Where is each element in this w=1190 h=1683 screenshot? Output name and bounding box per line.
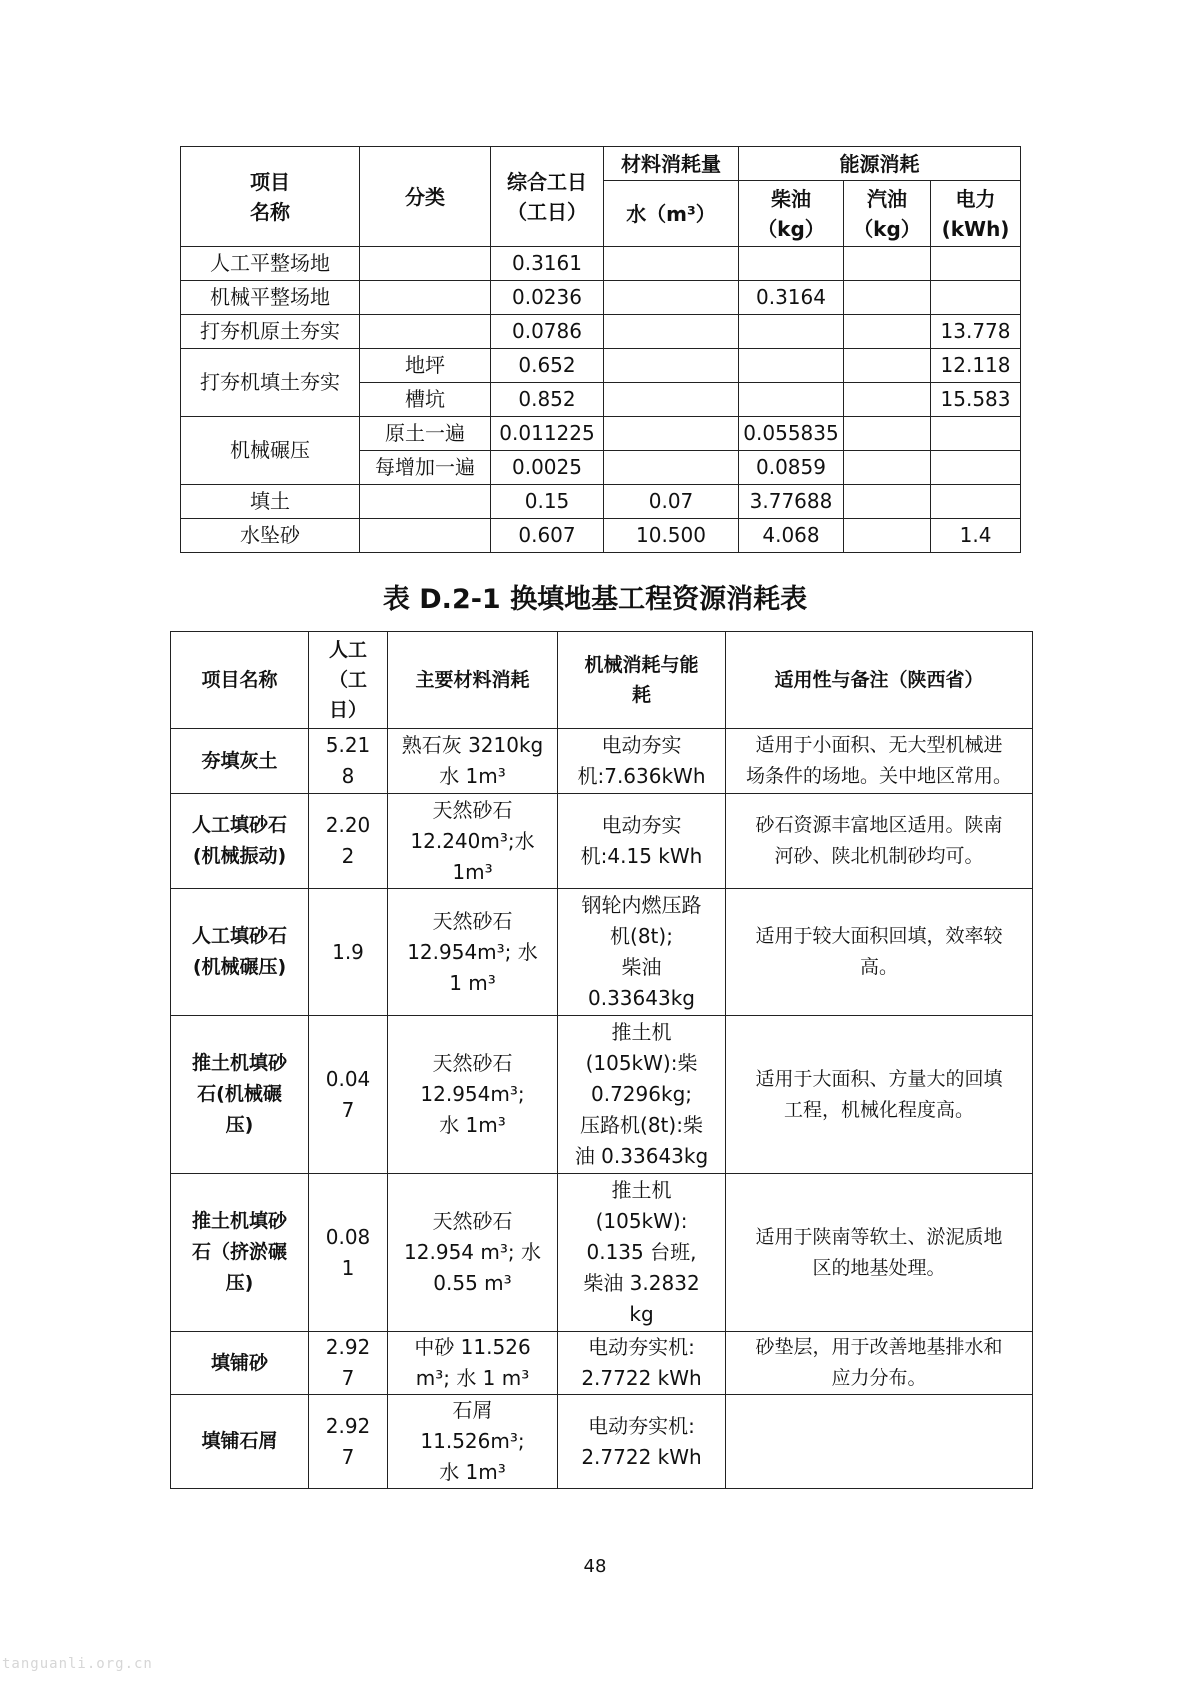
header-applicability-note: 适用性与备注（陕西省） [726, 632, 1033, 729]
row-gasoline [844, 281, 931, 315]
row-diesel: 0.3164 [739, 281, 844, 315]
header-main-material: 主要材料消耗 [388, 632, 558, 729]
table-row [171, 1395, 1033, 1489]
header-labor: 综合工日 （工日） [491, 147, 604, 247]
row-labor: 2.20 2 [309, 794, 388, 889]
row-category: 槽坑 [360, 383, 491, 417]
row-note: 适用于小面积、无大型机械进 场条件的场地。关中地区常用。 [726, 729, 1033, 794]
row-labor: 0.0236 [491, 281, 604, 315]
row-electricity: 13.778 [931, 315, 1021, 349]
row-project-name: 夯填灰土 [171, 729, 309, 794]
row-water [604, 315, 739, 349]
row-material: 石屑 11.526m³; 水 1m³ [388, 1395, 558, 1489]
row-electricity: 1.4 [931, 519, 1021, 553]
row-category: 每增加一遍 [360, 451, 491, 485]
row-labor: 0.0786 [491, 315, 604, 349]
row-machine: 电动夯实 机:4.15 kWh [558, 794, 726, 889]
row-gasoline [844, 519, 931, 553]
row-name: 人工平整场地 [181, 247, 360, 281]
table-row [171, 1174, 1033, 1332]
table-row [171, 794, 1033, 889]
row-note: 砂石资源丰富地区适用。陕南 河砂、陕北机制砂均可。 [726, 794, 1033, 889]
row-electricity [931, 417, 1021, 451]
row-diesel [739, 315, 844, 349]
header-electricity: 电力 (kWh) [931, 181, 1021, 247]
row-labor: 0.652 [491, 349, 604, 383]
row-project-name: 填铺石屑 [171, 1395, 309, 1489]
row-category [360, 315, 491, 349]
row-labor: 0.04 7 [309, 1016, 388, 1174]
row-note: 适用于陕南等软土、淤泥质地 区的地基处理。 [726, 1174, 1033, 1332]
table-row [181, 519, 1021, 553]
table-caption: 表 D.2-1 换填地基工程资源消耗表 [382, 584, 808, 615]
row-name: 打夯机原土夯实 [181, 315, 360, 349]
row-project-name: 人工填砂石 (机械振动) [171, 794, 309, 889]
row-machine: 推土机 (105kW): 0.135 台班, 柴油 3.2832 kg [558, 1174, 726, 1332]
row-electricity [931, 451, 1021, 485]
row-gasoline [844, 417, 931, 451]
row-labor: 2.92 7 [309, 1395, 388, 1489]
row-water [604, 281, 739, 315]
row-diesel: 0.055835 [739, 417, 844, 451]
row-material: 天然砂石 12.240m³;水 1m³ [388, 794, 558, 889]
table-row [181, 281, 1021, 315]
row-diesel [739, 247, 844, 281]
header-labor: 人工 （工 日） [309, 632, 388, 729]
table-row [171, 889, 1033, 1016]
row-labor: 0.08 1 [309, 1174, 388, 1332]
row-name: 打夯机填土夯实 [181, 349, 360, 417]
row-gasoline [844, 383, 931, 417]
row-gasoline [844, 315, 931, 349]
row-diesel [739, 349, 844, 383]
header-energy-group: 能源消耗 [739, 147, 1021, 181]
row-gasoline [844, 485, 931, 519]
table-row [181, 349, 1021, 383]
row-material: 天然砂石 12.954m³; 水 1m³ [388, 1016, 558, 1174]
table-row [181, 247, 1021, 281]
watermark: tanguanli.org.cn [2, 1656, 153, 1672]
row-project-name: 推土机填砂 石(机械碾 压) [171, 1016, 309, 1174]
row-project-name: 人工填砂石 (机械碾压) [171, 889, 309, 1016]
row-labor: 1.9 [309, 889, 388, 1016]
row-category: 原土一遍 [360, 417, 491, 451]
row-name: 水坠砂 [181, 519, 360, 553]
row-machine: 推土机 (105kW):柴 0.7296kg; 压路机(8t):柴 油 0.33643kg [558, 1016, 726, 1174]
row-labor: 0.0025 [491, 451, 604, 485]
header-category: 分类 [360, 147, 491, 247]
header-material-group: 材料消耗量 [604, 147, 739, 181]
table-row [171, 1332, 1033, 1395]
header-gasoline: 汽油 （kg） [844, 181, 931, 247]
header-machine-energy: 机械消耗与能 耗 [558, 632, 726, 729]
row-water [604, 349, 739, 383]
row-water [604, 247, 739, 281]
row-electricity: 15.583 [931, 383, 1021, 417]
row-material: 中砂 11.526 m³; 水 1 m³ [388, 1332, 558, 1395]
row-category: 地坪 [360, 349, 491, 383]
row-category [360, 247, 491, 281]
row-water: 0.07 [604, 485, 739, 519]
header-water: 水（m³） [604, 181, 739, 247]
resource-consumption-table [170, 631, 1033, 1489]
row-labor: 0.852 [491, 383, 604, 417]
row-category [360, 485, 491, 519]
row-material: 天然砂石 12.954 m³; 水 0.55 m³ [388, 1174, 558, 1332]
row-electricity [931, 485, 1021, 519]
header-project-name: 项目名称 [171, 632, 309, 729]
row-category [360, 519, 491, 553]
row-project-name: 填铺砂 [171, 1332, 309, 1395]
row-water [604, 417, 739, 451]
row-project-name: 推土机填砂 石（挤淤碾 压) [171, 1174, 309, 1332]
table-row [181, 315, 1021, 349]
row-water: 10.500 [604, 519, 739, 553]
row-gasoline [844, 451, 931, 485]
row-machine: 电动夯实机: 2.7722 kWh [558, 1332, 726, 1395]
row-note: 适用于大面积、方量大的回填 工程，机械化程度高。 [726, 1016, 1033, 1174]
row-labor: 0.3161 [491, 247, 604, 281]
row-labor: 2.92 7 [309, 1332, 388, 1395]
row-name: 机械碾压 [181, 417, 360, 485]
consumption-table-top [180, 146, 1021, 553]
row-category [360, 281, 491, 315]
row-material: 天然砂石 12.954m³; 水 1 m³ [388, 889, 558, 1016]
table-row [171, 1016, 1033, 1174]
row-machine: 电动夯实机: 2.7722 kWh [558, 1395, 726, 1489]
table-row [181, 485, 1021, 519]
row-labor: 0.011225 [491, 417, 604, 451]
row-name: 机械平整场地 [181, 281, 360, 315]
row-labor: 5.21 8 [309, 729, 388, 794]
row-material: 熟石灰 3210kg 水 1m³ [388, 729, 558, 794]
table-row [181, 417, 1021, 451]
row-name: 填土 [181, 485, 360, 519]
table-row [171, 729, 1033, 794]
header-item-name: 项目 名称 [181, 147, 360, 247]
row-water [604, 383, 739, 417]
row-gasoline [844, 349, 931, 383]
row-gasoline [844, 247, 931, 281]
row-water [604, 451, 739, 485]
row-diesel: 0.0859 [739, 451, 844, 485]
row-diesel: 3.77688 [739, 485, 844, 519]
row-note: 砂垫层，用于改善地基排水和 应力分布。 [726, 1332, 1033, 1395]
row-note [726, 1395, 1033, 1489]
row-note: 适用于较大面积回填，效率较 高。 [726, 889, 1033, 1016]
row-labor: 0.15 [491, 485, 604, 519]
row-machine: 电动夯实 机:7.636kWh [558, 729, 726, 794]
row-electricity [931, 281, 1021, 315]
row-machine: 钢轮内燃压路 机(8t); 柴油 0.33643kg [558, 889, 726, 1016]
row-diesel [739, 383, 844, 417]
row-diesel: 4.068 [739, 519, 844, 553]
row-electricity [931, 247, 1021, 281]
page-number: 48 [583, 1556, 607, 1577]
row-electricity: 12.118 [931, 349, 1021, 383]
header-diesel: 柴油（kg） [739, 181, 844, 247]
row-labor: 0.607 [491, 519, 604, 553]
